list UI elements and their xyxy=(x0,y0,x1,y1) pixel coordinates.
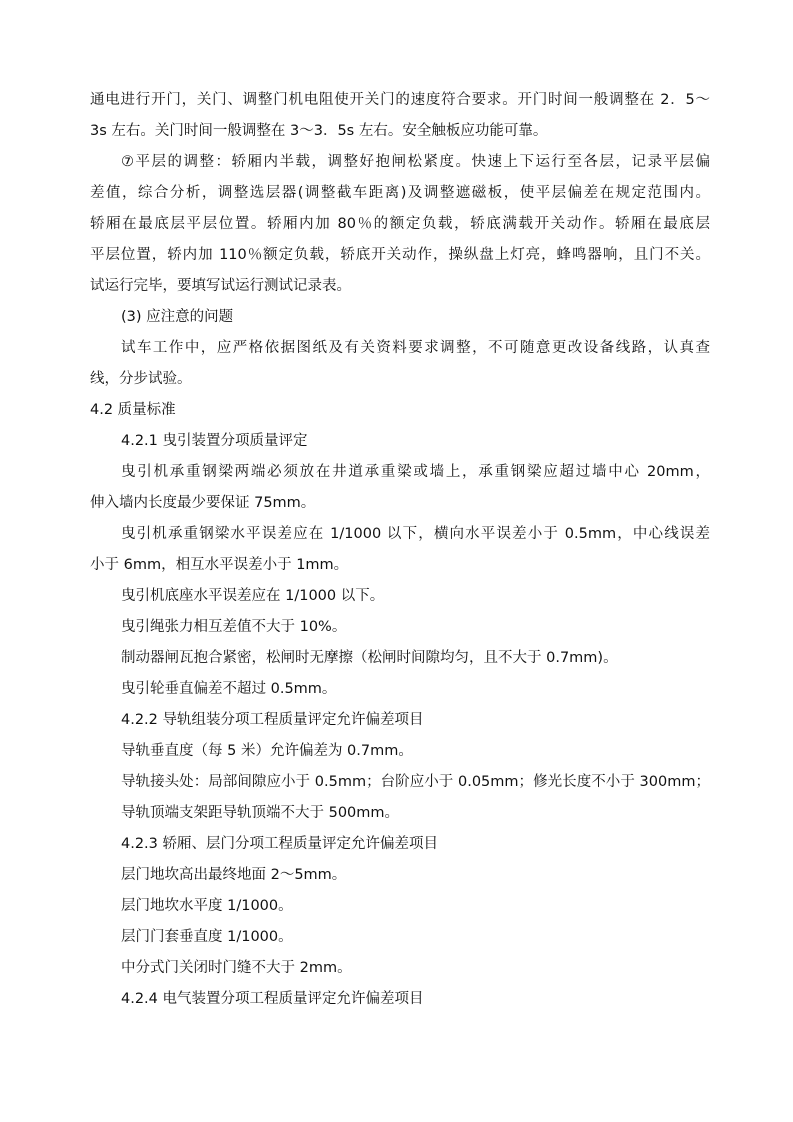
body-text-line: 曳引机承重钢梁水平误差应在 1/1000 以下，横向水平误差小于 0.5mm，中心线误差 xyxy=(121,526,710,542)
body-text-line: 导轨顶端支架距导轨顶端不大于 500mm。 xyxy=(121,805,400,821)
body-text-line: 通电进行开门，关门、调整门机电阻使开关门的速度符合要求。开门时间一般调整在 2．5～ xyxy=(90,92,710,108)
section-heading: (3) 应注意的问题 xyxy=(121,309,234,325)
body-text-line: 差值，综合分析，调整选层器(调整截车距离)及调整遮磁板，使平层偏差在规定范围内。 xyxy=(90,185,710,201)
body-text-line: 导轨接头处：局部间隙应小于 0.5mm；台阶应小于 0.05mm；修光长度不小于 300mm； xyxy=(121,774,710,790)
body-text-line: 导轨垂直度（每 5 米）允许偏差为 0.7mm。 xyxy=(121,743,413,759)
body-text-line: 中分式门关闭时门缝不大于 2mm。 xyxy=(121,960,352,976)
body-text-line: 伸入墙内长度最少要保证 75mm。 xyxy=(90,495,316,511)
body-text-line: 试运行完毕，要填写试运行测试记录表。 xyxy=(90,278,351,294)
body-text-line: 试车工作中，应严格依据图纸及有关资料要求调整，不可随意更改设备线路，认真查 xyxy=(121,340,710,356)
body-text-line: 曳引绳张力相互差值不大于 10%。 xyxy=(121,619,347,635)
subsection-heading: 4.2.1 曳引装置分项质量评定 xyxy=(121,433,308,449)
section-heading: 4.2 质量标准 xyxy=(90,402,176,418)
body-text-line: 3s 左右。关门时间一般调整在 3～3．5s 左右。安全触板应功能可靠。 xyxy=(90,123,548,139)
body-text-line: 小于 6mm，相互水平误差小于 1mm。 xyxy=(90,557,349,573)
subsection-heading: 4.2.2 导轨组装分项工程质量评定允许偏差项目 xyxy=(121,712,424,728)
body-text-line: 层门地坎水平度 1/1000。 xyxy=(121,898,293,914)
subsection-heading: 4.2.3 轿厢、层门分项工程质量评定允许偏差项目 xyxy=(121,836,439,852)
body-text-line: 曳引轮垂直偏差不超过 0.5mm。 xyxy=(121,681,337,697)
body-text-line: 曳引机底座水平误差应在 1/1000 以下。 xyxy=(121,588,385,604)
body-text-line: 线，分步试验。 xyxy=(90,371,192,387)
body-text-line: 层门门套垂直度 1/1000。 xyxy=(121,929,293,945)
body-text-line: 制动器闸瓦抱合紧密，松闸时无摩擦（松闸时间隙均匀，且不大于 0.7mm)。 xyxy=(121,650,618,666)
body-text-line: 层门地坎高出最终地面 2～5mm。 xyxy=(121,867,347,883)
body-text-line: 轿厢在最底层平层位置。轿厢内加 80％的额定负载，轿底满载开关动作。轿厢在最底层 xyxy=(90,216,710,232)
body-text-line: ⑦平层的调整：轿厢内半载，调整好抱闸松紧度。快速上下运行至各层，记录平层偏 xyxy=(121,154,710,170)
body-text-line: 平层位置，轿内加 110％额定负载，轿底开关动作，操纵盘上灯亮，蜂鸣器响，且门不关。 xyxy=(90,247,710,263)
body-text-line: 曳引机承重钢梁两端必须放在井道承重梁或墙上，承重钢梁应超过墙中心 20mm， xyxy=(121,464,710,480)
subsection-heading: 4.2.4 电气装置分项工程质量评定允许偏差项目 xyxy=(121,991,424,1007)
